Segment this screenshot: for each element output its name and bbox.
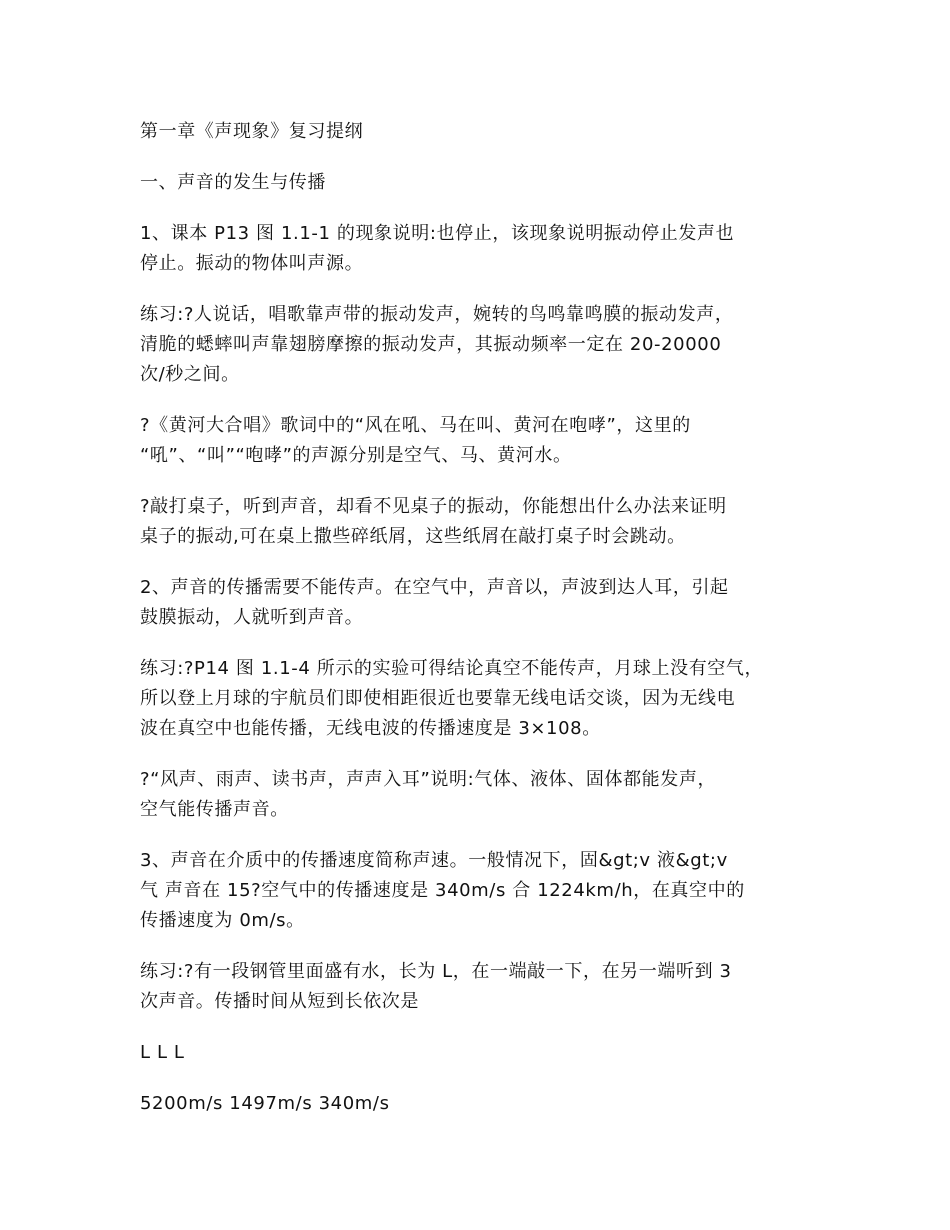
paragraph xyxy=(140,492,840,552)
text-line: 空气能传播声音。 xyxy=(140,799,289,820)
paragraph xyxy=(140,846,840,936)
text-line: 次声音。传播时间从短到长依次是 xyxy=(140,991,419,1012)
paragraph xyxy=(140,1038,840,1068)
text-line: ?“风声、雨声、读书声，声声入耳”说明:气体、液体、固体都能发声， xyxy=(140,769,717,790)
text-line: 气 声音在 15?空气中的传播速度是 340m/s 合 1224km/h，在真空中的 xyxy=(140,880,745,901)
text-line: 波在真空中也能传播，无线电波的传播速度是 3×108。 xyxy=(140,718,601,739)
section-heading xyxy=(140,168,840,198)
text-line: 停止。振动的物体叫声源。 xyxy=(140,253,364,274)
paragraph xyxy=(140,957,840,1017)
paragraph xyxy=(140,219,840,279)
text-line: 练习:?有一段钢管里面盛有水，长为 L，在一端敲一下，在另一端听到 3 xyxy=(140,961,732,982)
paragraph xyxy=(140,300,840,390)
text-line: 鼓膜振动，人就听到声音。 xyxy=(140,607,364,628)
text-line: 所以登上月球的宇航员们即使相距很近也要靠无线电话交谈，因为无线电 xyxy=(140,688,736,709)
text-line: ?《黄河大合唱》歌词中的“风在吼、马在叫、黄河在咆哮”，这里的 xyxy=(140,415,691,436)
text-line: 传播速度为 0m/s。 xyxy=(140,910,305,931)
text-line: L L L xyxy=(140,1042,185,1063)
text-line: 一、声音的发生与传播 xyxy=(140,172,326,193)
paragraph xyxy=(140,573,840,633)
text-line: 2、声音的传播需要不能传声。在空气中，声音以，声波到达人耳，引起 xyxy=(140,577,729,598)
text-line: 清脆的蟋蟀叫声靠翅膀摩擦的振动发声，其振动频率一定在 20-20000 xyxy=(140,334,722,355)
text-line: 5200m/s 1497m/s 340m/s xyxy=(140,1093,390,1114)
text-line: 桌子的振动,可在桌上撒些碎纸屑，这些纸屑在敲打桌子时会跳动。 xyxy=(140,526,686,547)
text-line: “吼”、“叫”“咆哮”的声源分别是空气、马、黄河水。 xyxy=(140,445,572,466)
text-line: 次/秒之间。 xyxy=(140,364,240,385)
text-line: 1、课本 P13 图 1.1-1 的现象说明:也停止，该现象说明振动停止发声也 xyxy=(140,223,735,244)
paragraph xyxy=(140,765,840,825)
text-line: 练习:?人说话，唱歌靠声带的振动发声，婉转的鸟鸣靠鸣膜的振动发声， xyxy=(140,304,734,325)
paragraph xyxy=(140,654,840,744)
paragraph xyxy=(140,411,840,471)
text-line: ?敲打桌子，听到声音，却看不见桌子的振动，你能想出什么办法来证明 xyxy=(140,496,727,517)
text-line: 3、声音在介质中的传播速度简称声速。一般情况下，固&gt;v 液&gt;v xyxy=(140,850,728,871)
document-body xyxy=(140,117,840,1140)
text-line: 第一章《声现象》复习提纲 xyxy=(140,121,364,142)
text-line: 练习:?P14 图 1.1-4 所示的实验可得结论真空不能传声，月球上没有空气， xyxy=(140,658,764,679)
chapter-title xyxy=(140,117,840,147)
paragraph xyxy=(140,1089,840,1119)
